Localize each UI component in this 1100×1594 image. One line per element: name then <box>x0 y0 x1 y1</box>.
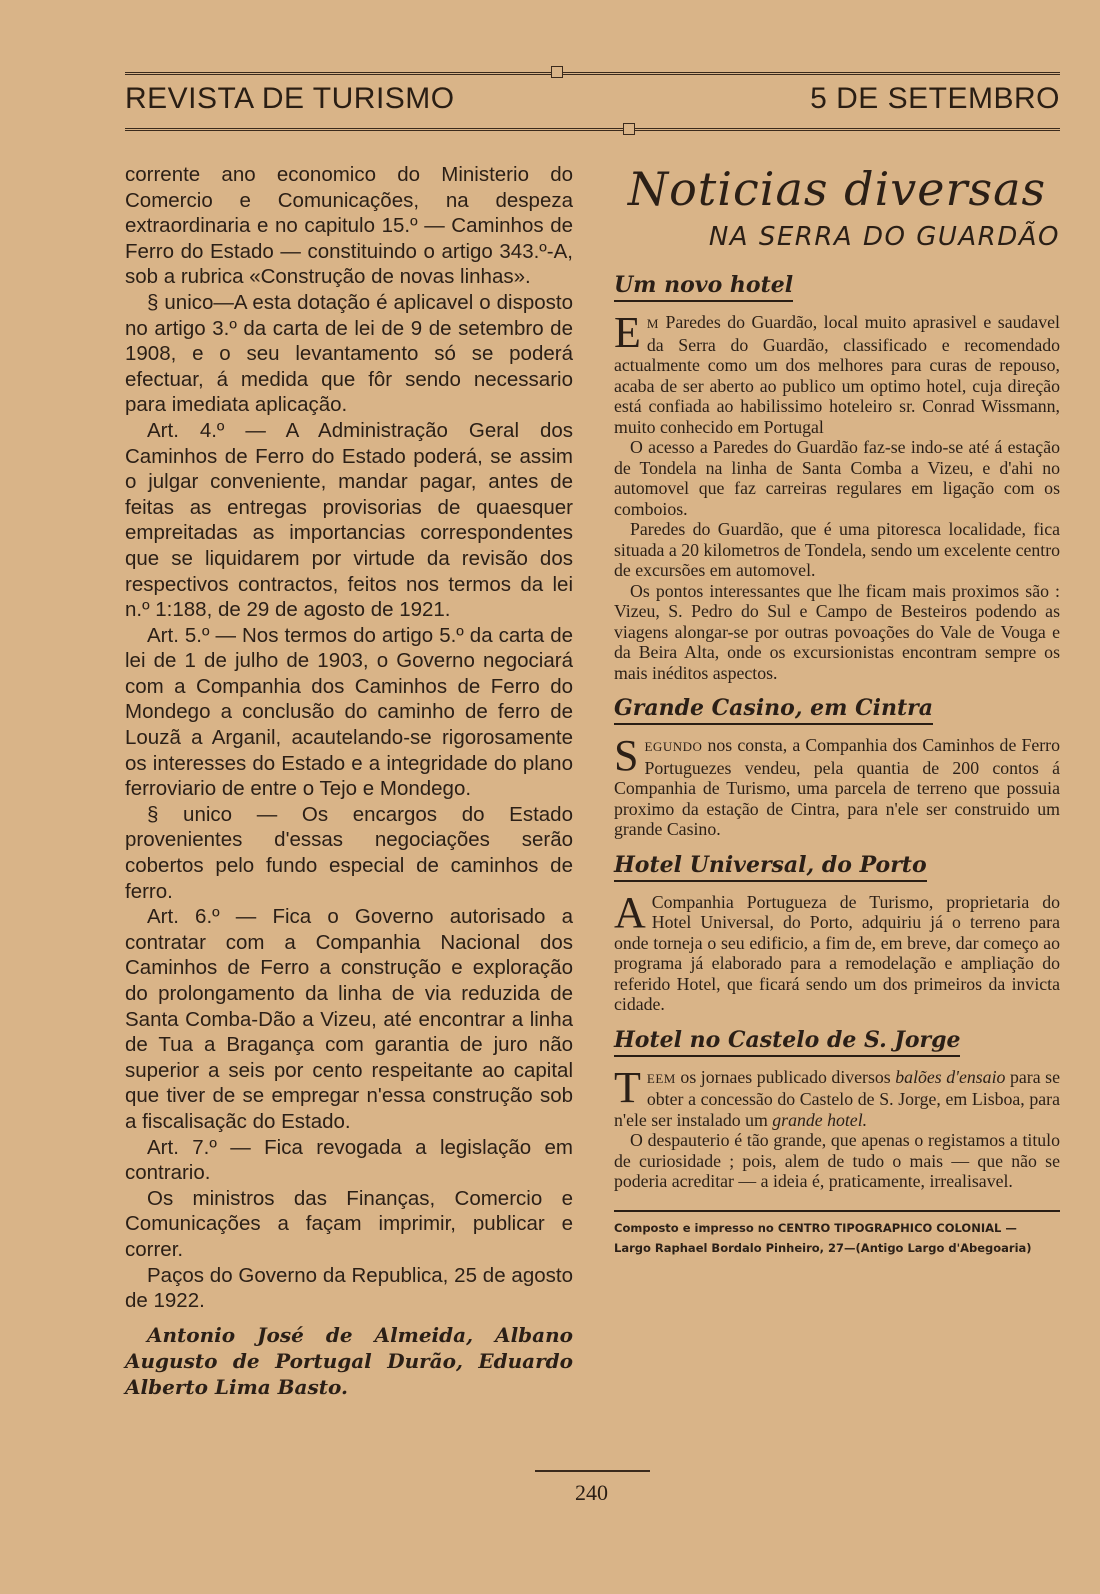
paragraph: § unico — Os encargos do Estado provenientes d'essas negociações serão cobertos pelo fundo especial de caminhos de ferro. <box>125 802 573 903</box>
imprint-line: Composto e impresso no CENTRO TIPOGRAPHICO COLONIAL — <box>614 1220 1017 1235</box>
small-caps: EEM <box>646 1070 676 1086</box>
paragraph-text: para se obter a concessão do Castelo de S. Jorge, em Lisboa, para n'ele ser instalado um <box>614 1066 1060 1130</box>
article-heading: Grande Casino, em Cintra <box>614 695 933 725</box>
paragraph <box>614 887 1060 1015</box>
paragraph <box>614 731 1060 840</box>
paragraph <box>614 1062 1060 1131</box>
header-rule-bottom <box>125 128 1060 131</box>
paragraph: Art. 6.º — Fica o Governo autorisado a contratar com a Companhia Nacional dos Caminhos de Ferro a construção e exploração do prolongamento da linha de via reduzida de Santa Comba-Dão a Vizeu, até encontrar a linha de Tua a Bragança com garantia de juro não superior a seis por cento respeitante ao capital que tiver de se empregar n'essa construção sob a fiscalisaçãc do Estado. <box>125 905 573 1133</box>
imprint-line: Largo Raphael Bordalo Pinheiro, 27—(Antigo Largo d'Abegoaria) <box>614 1240 1032 1255</box>
paragraph: Art. 4.º — A Administração Geral dos Caminhos de Ferro do Estado poderá, se assim o julgar conveniente, mandar pagar, antes de feitas as entregas provisorias de quaesquer empreitadas as importancias correspondentes que se liquidarem por virtude da revisão dos respectivos contractos, feitos nos termos da lei n.º 1:188, de 29 de agosto de 1921. <box>125 418 573 622</box>
article-heading: Hotel no Castelo de S. Jorge <box>614 1027 960 1057</box>
article-novo-hotel <box>614 264 1060 683</box>
paragraph-text: nos consta, a Companhia dos Caminhos de Ferro Portuguezes vendeu, pela quantia de 200 contos á Companhia de Turismo, uma parcela de terreno que possuia proximo da estação de Cintra, para n'ele ser construido um grande Casino. <box>614 735 1060 839</box>
drop-cap: S <box>614 731 639 780</box>
article-heading: Hotel Universal, do Porto <box>614 852 927 882</box>
header-rule-top <box>125 72 1060 75</box>
paragraph: corrente ano economico do Ministerio do Comercio e Comunicações, na despeza extraordinaria e no capitulo 15.º — Caminhos de Ferro do Estado — constituindo o artigo 343.º-A, sob a rubrica «Construção de novas linhas». <box>125 163 573 289</box>
paragraph <box>614 308 1060 437</box>
paragraph-text: os jornaes publicado diversos <box>675 1066 896 1087</box>
article-heading: Um novo hotel <box>614 272 793 302</box>
right-column <box>614 150 1060 1258</box>
article-hotel-universal <box>614 844 1060 1015</box>
article-grande-casino <box>614 687 1060 840</box>
ornament-square-bottom <box>623 123 635 135</box>
left-column <box>125 162 573 1400</box>
paragraph-text: Companhia Portugueza de Turismo, proprietaria do Hotel Universal, do Porto, adquiriu já o terreno para onde torneja o seu edificio, a fim de, em breve, dar começo ao programa já elaborado para a remodelação e ampliação do referido Hotel, que ficará sendo um dos primeiros da invicta cidade. <box>614 891 1060 1014</box>
issue-date: 5 DE SETEMBRO <box>810 82 1060 115</box>
imprint-rule <box>614 1210 1060 1212</box>
italic-text: balões d'ensaio <box>895 1066 1006 1087</box>
paragraph: O despauterio é tão grande, que apenas o registamos a titulo de curiosidade ; pois, alem de tudo o mais — que não se poderia acreditar — a ideia é, praticamente, irrealisavel. <box>614 1130 1060 1191</box>
paragraph: Paços do Governo da Republica, 25 de agosto de 1922. <box>125 1263 573 1313</box>
drop-cap: T <box>614 1062 641 1112</box>
paragraph: Paredes do Guardão, que é uma pitoresca localidade, fica situada a 20 kilometros de Tondela, sendo um excelente centro de excursões em automovel. <box>614 519 1060 580</box>
page-number: 240 <box>575 1480 608 1505</box>
ornament-square-top <box>551 66 563 78</box>
drop-cap: A <box>614 887 646 937</box>
drop-cap: E <box>614 308 641 357</box>
footer-rule <box>535 1470 650 1472</box>
article-castelo-s-jorge <box>614 1019 1060 1192</box>
paragraph: O acesso a Paredes do Guardão faz-se indo-se até á estação de Tondela na linha de Santa Comba a Vizeu, e d'ahi no automovel que faz carreiras regulares em ligação com os comboios. <box>614 437 1060 519</box>
small-caps: EGUNDO <box>644 739 703 754</box>
signatories: Antonio José de Almeida, Albano Augusto de Portugal Durão, Eduardo Alberto Lima Basto. <box>125 1322 573 1399</box>
paragraph: Os ministros das Finanças, Comercio e Comunicações a façam imprimir, publicar e correr. <box>125 1186 573 1261</box>
section-title: Noticias diversas <box>627 162 1047 216</box>
paragraph: Art. 5.º — Nos termos do artigo 5.º da carta de lei de 1 de julho de 1903, o Governo negociará com a Companhia dos Caminhos de Ferro do Mondego a conclusão do caminho de ferro de Louzã a Arganil, acautelando-se rigorosamente os interesses do Estado e a integridade do plano ferroviario de entre o Tejo e Mondego. <box>125 623 573 801</box>
italic-text: grande hotel. <box>772 1109 868 1130</box>
paragraph: Art. 7.º — Fica revogada a legislação em contrario. <box>125 1135 573 1185</box>
paragraph: Os pontos interessantes que lhe ficam mais proximos são : Vizeu, S. Pedro do Sul e Campo de Besteiros podendo as viagens alongar-se por outras povoações do Vale de Vouga e da Beira Alta, onde os excursionistas encontram sempre os mais inéditos aspectos. <box>614 580 1060 683</box>
section-subtitle: NA SERRA DO GUARDÃO <box>708 222 1060 252</box>
paragraph: § unico—A esta dotação é aplicavel o disposto no artigo 3.º da carta de lei de 9 de setembro de 1908, e o seu levantamento só se poderá efectuar, á medida que fôr sendo necessario para imediata aplicação. <box>125 290 573 417</box>
paragraph-text: Paredes do Guardão, local muito aprasivel e saudavel da Serra do Guardão, classificado e recomendado actualmente como um dos melhores para curas de repouso, acaba de ser aberto ao publico um optimo hotel, cuja direção está confiada ao habilissimo hoteleiro sr. Conrad Wissmann, muito conhecido em Portugal <box>614 312 1060 437</box>
running-title: REVISTA DE TURISMO <box>125 82 455 115</box>
small-caps: M <box>646 316 659 331</box>
